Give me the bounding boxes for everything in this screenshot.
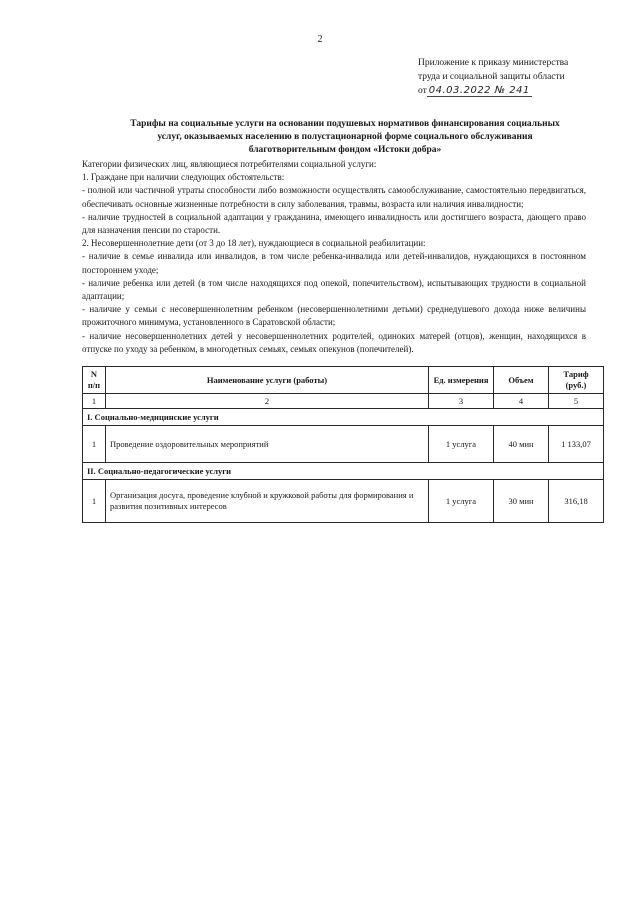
row-number: 1 [83, 426, 106, 463]
category-1: 1. Граждане при наличии следующих обстоятельств: [82, 172, 285, 183]
category-2-item-3: - наличие у семьи с несовершеннолетним ребенком (несовершеннолетними детьми) среднедушевого дохода ниже величины прожиточного минимума, установленного в Саратовской области; [82, 304, 586, 328]
consumer-categories [82, 158, 586, 356]
section-title: II. Социально-педагогические услуги [83, 463, 604, 480]
header-service-name: Наименование услуги (работы) [106, 367, 429, 394]
title-line-1: Тарифы на социальные услуги на основании подушевых нормативов финансирования социальных [130, 119, 560, 129]
service-unit: 1 услуга [429, 426, 494, 463]
header-number: N п/п [83, 367, 106, 394]
appendix-handwritten-date: 04.03.2022 № 241 [428, 85, 530, 96]
column-number: 2 [106, 394, 429, 409]
appendix-date-prefix: от [418, 86, 427, 96]
title-line-2: услуг, оказываемых населению в полустационарной форме социального обслуживания [157, 132, 533, 142]
categories-intro: Категории физических лиц, являющиеся потребителями социальной услуги: [82, 159, 377, 169]
category-2-item-4: - наличие несовершеннолетних детей у несовершеннолетних родителей, одиноких матерей (отцов), женщин, находящихся в отпуске по уходу за ребенком, в многодетных семьях, семьях опекунов (попечителей). [82, 330, 586, 354]
header-price: Тариф (руб.) [549, 367, 604, 394]
section-title: I. Социально-медицинские услуги [83, 409, 604, 426]
tariffs-table [82, 366, 604, 523]
service-unit: 1 услуга [429, 480, 494, 523]
service-volume: 30 мин [494, 480, 549, 523]
service-price: 316,18 [549, 480, 604, 523]
title-line-3: благотворительным фондом «Истоки добра» [248, 145, 442, 155]
row-number: 1 [83, 480, 106, 523]
category-2-item-2: - наличие ребенка или детей (в том числе находящихся под опекой, попечительством), испытывающих трудности в социальной адаптации; [82, 277, 586, 302]
column-number: 1 [83, 394, 106, 409]
service-name: Проведение оздоровительных мероприятий [106, 426, 429, 463]
header-unit: Ед. измерения [429, 367, 494, 394]
table-row [83, 426, 604, 463]
category-1-item-1: - полной или частичной утраты способности либо возможности осуществлять самообслуживание, самостоятельно передвигаться, обеспечивать основные жизненные потребности в силу заболевания, травмы, возраста или наличия инвалидности; [82, 185, 586, 209]
header-volume: Объем [494, 367, 549, 394]
appendix-header [418, 56, 618, 98]
appendix-line-1: Приложение к приказу министерства [418, 58, 569, 68]
service-price: 1 133,07 [549, 426, 604, 463]
table-row [83, 480, 604, 523]
column-number-row [83, 394, 604, 409]
section-row [83, 463, 604, 480]
appendix-date-line [418, 84, 618, 98]
category-1-item-2: - наличие трудностей в социальной адаптации у гражданина, имеющего инвалидность или достигшего возраста, дающего право для назначения пенсии по старости. [82, 211, 586, 236]
category-2-item-1: - наличие в семье инвалида или инвалидов, в том числе ребенка-инвалида или детей-инвалидов, нуждающихся в постоянном постороннем уходе; [82, 251, 586, 275]
appendix-line-2: труда и социальной защиты области [418, 72, 565, 82]
page-number: 2 [317, 34, 323, 45]
service-volume: 40 мин [494, 426, 549, 463]
column-number: 4 [494, 394, 549, 409]
section-row [83, 409, 604, 426]
column-number: 5 [549, 394, 604, 409]
column-number: 3 [429, 394, 494, 409]
category-2: 2. Несовершеннолетние дети (от 3 до 18 лет), нуждающиеся в социальной реабилитации: [82, 238, 426, 249]
table-header-row [83, 367, 604, 394]
document-title [110, 118, 580, 157]
service-name: Организация досуга, проведение клубной и кружковой работы для формирования и развития позитивных интересов [106, 480, 429, 523]
